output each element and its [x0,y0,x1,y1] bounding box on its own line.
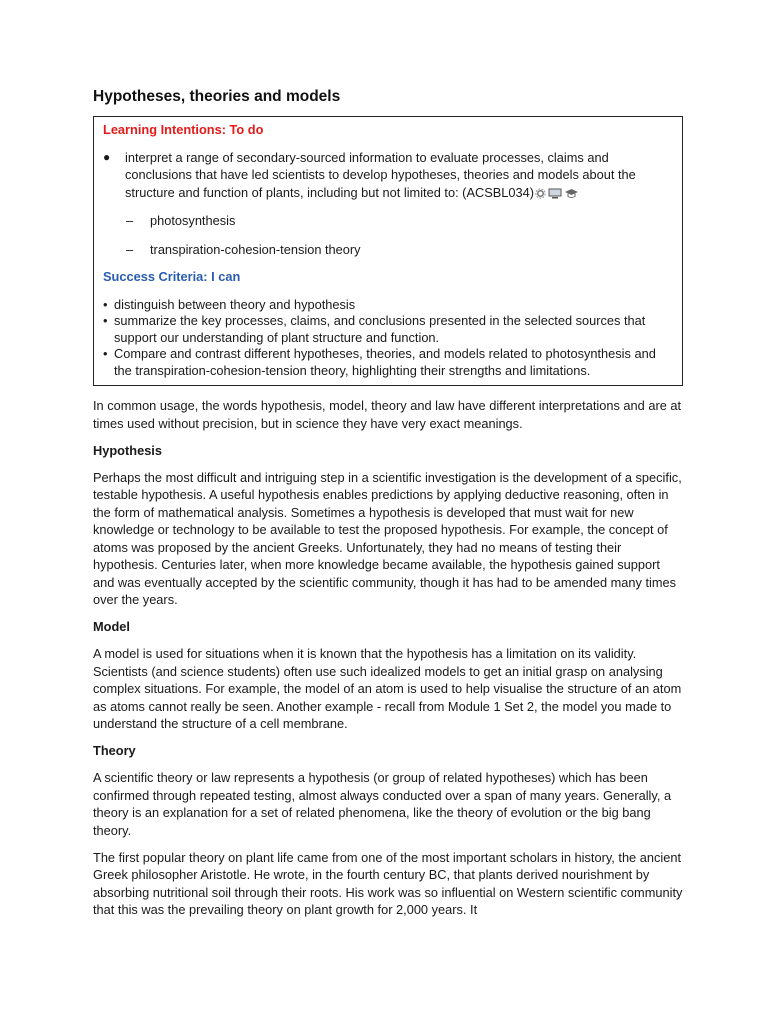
section-heading-theory: Theory [93,743,136,758]
learning-intentions-box [93,116,683,386]
list-item: • summarize the key processes, claims, and conclusions presented in the selected sources that support our understanding of plant structure and function. [103,313,646,345]
intro-paragraph: In common usage, the words hypothesis, model, theory and law have different interpretations and are at times used without precision, but in science they have very exact meanings. [93,398,682,431]
paragraph: A model is used for situations when it is known that the hypothesis has a limitation on its validity. Scientists (and science students) often use such idealized models to get an initial grasp on analysing complex situations. For example, the model of an atom is used to help visualise the structure of an atom as atoms cannot really be seen. Another example - recall from Module 1 Set 2, the model you made to understand the structure of a cell membrane. [93,646,682,731]
learning-intentions-heading: Learning Intentions: To do [103,122,264,137]
sub-item-text: photosynthesis [150,213,236,228]
paragraph: The first popular theory on plant life came from one of the most important scholars in history, the ancient Greek philosopher Aristotle. He wrote, in the fourth century BC, that plants derived nourishment by absorbing nutritional soil through their roots. His work was so influential on Western scientific community that this was the prevailing theory on plant growth for 2,000 years. It [93,849,683,917]
section-heading-hypothesis: Hypothesis [93,442,162,458]
bullet-icon: • [103,313,108,328]
document-page [93,88,683,928]
gear-icon [535,188,546,199]
success-criteria-list [103,297,672,380]
learning-intention-text: interpret a range of secondary-sourced information to evaluate processes, claims and conclusions that have led scientists to develop hypotheses, theories and models about the structure and function of plants, including but not limited to: (ACSBL034) [125,149,636,200]
list-item: • distinguish between theory and hypothesis [103,296,356,312]
bullet-icon: ● [103,149,111,164]
computer-icon [548,188,562,199]
paragraph: A scientific theory or law represents a hypothesis (or group of related hypotheses) which has been confirmed through repeated testing, almost always conducted over a span of many years. Generally, a theory is an explanation for a set of related phenomena, like the theory of evolution or the big bang theory. [93,770,672,838]
sub-item: – photosynthesis [126,213,236,228]
syllabus-icons [535,188,579,199]
learning-intention-item [103,149,672,202]
section-heading-model: Model [93,619,130,634]
graduation-cap-icon [564,188,579,199]
sub-item-text: transpiration-cohesion-tension theory [150,241,361,257]
bullet-icon: • [103,296,108,312]
sub-item: – transpiration-cohesion-tension theory [126,241,361,257]
bullet-icon: • [103,346,108,361]
body-text [93,397,683,919]
page-title: Hypotheses, theories and models [93,88,341,105]
list-item: • Compare and contrast different hypotheses, theories, and models related to photosynthesis and the transpiration-cohesion-tension theory, highlighting their strengths and limitations. [103,346,656,378]
paragraph: Perhaps the most difficult and intriguing step in a scientific investigation is the development of a specific, testable hypothesis. A useful hypothesis enables predictions by applying deductive reasoning, often in the form of mathematical analysis. Sometimes a hypothesis is developed that must wait for new knowledge or technology to be available to test the proposed hypothesis. For example, the concept of atoms was proposed by the ancient Greeks. Unfortunately, they had no means of testing their hypothesis. Centuries later, when more knowledge became available, the hypothesis gained support and was eventually accepted by the scientific community, though it has had to be amended many times over the years. [93,469,682,607]
success-criteria-heading: Success Criteria: I can [103,269,241,284]
